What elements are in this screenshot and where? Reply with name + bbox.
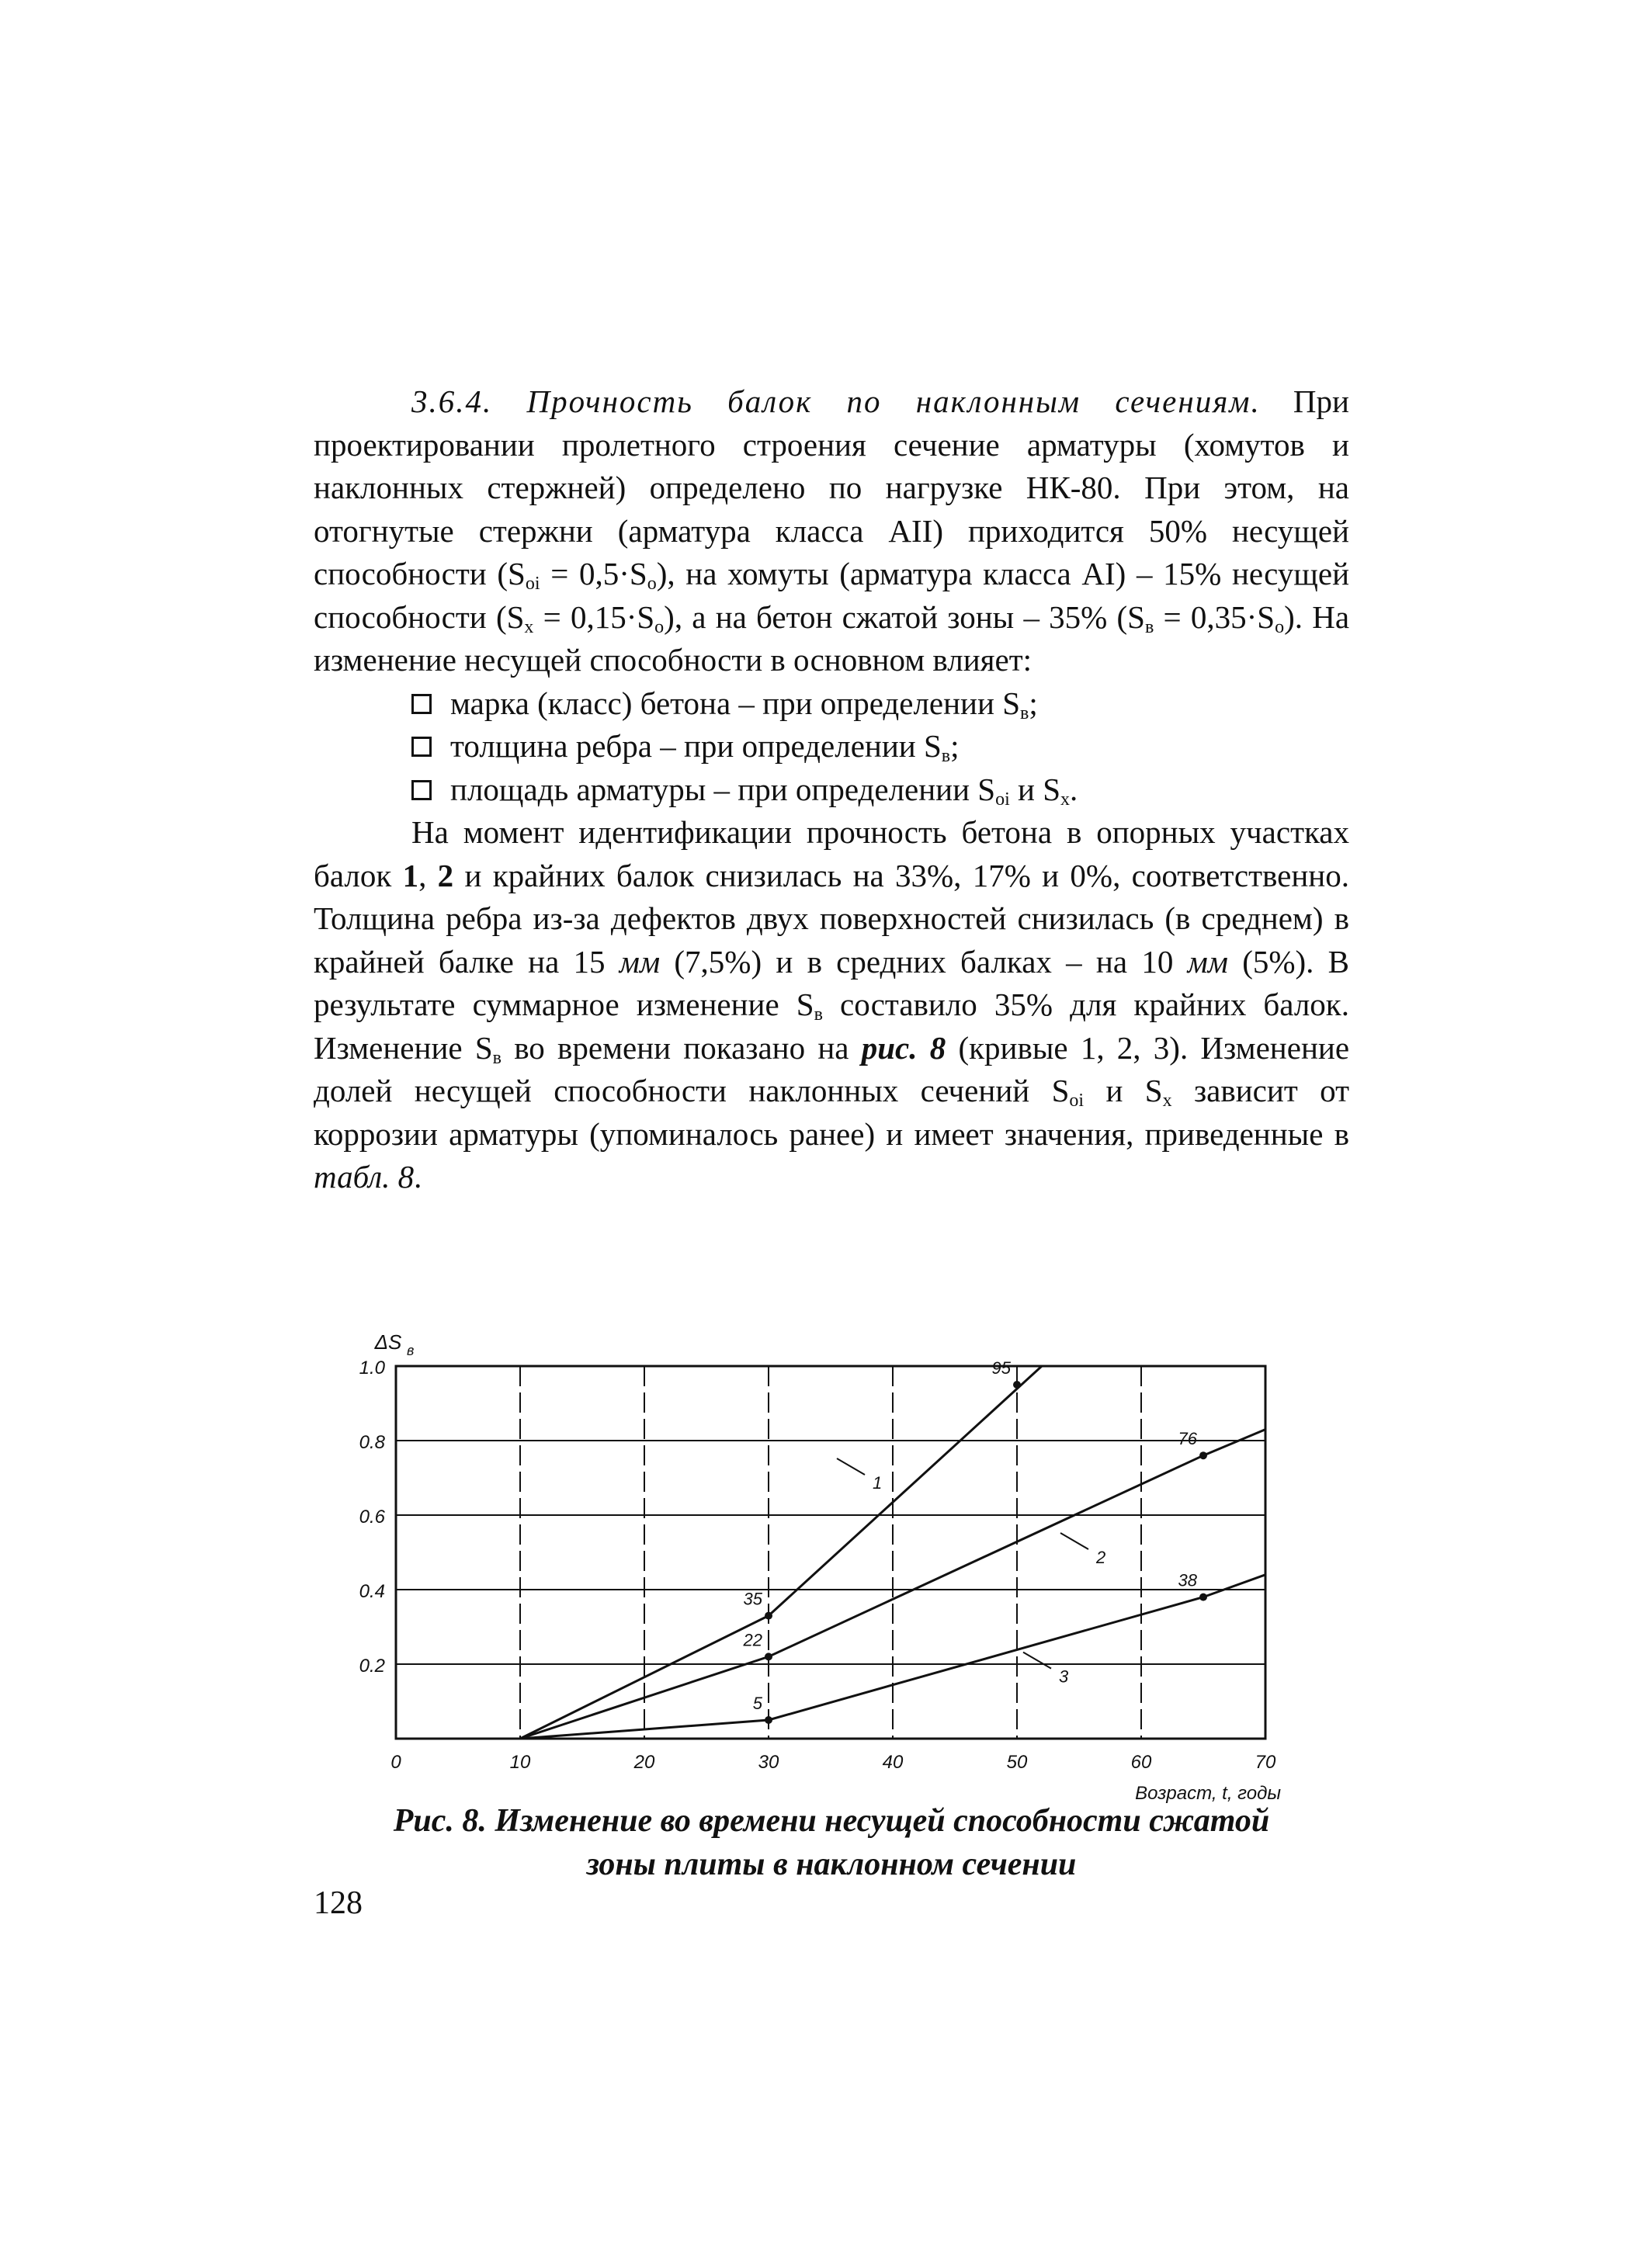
data-point [1199, 1593, 1207, 1601]
page-number: 128 [314, 1885, 363, 1921]
caption-line-1: Рис. 8. Изменение во времени несущей способности сжатой [393, 1803, 1270, 1839]
series-leader-line [837, 1458, 865, 1475]
series-label: 3 [1059, 1666, 1069, 1687]
chart-svg [342, 1320, 1351, 1816]
section-paragraph: 3.6.4. Прочность балок по наклонным сечениям. При проектировании пролетного строения сечение арматуры (хомутов и наклонных стержней) определено по нагрузке НК-80. При этом, на отогнутые стержни (арматура класса АII) приходится 50% несущей способности $(S_{oi} = 0,5\cdot S_o)$, на хомуты (арматура класса AI) – 15% несущей способности $(S_x = 0,15\cdot S_o)$, а на бетон сжатой зоны – 35% $(S_в = 0,35\cdot S_o)$. На изменение несущей способности в основном влияет: [314, 383, 1350, 678]
caption-line-2: зоны плиты в наклонном сечении [586, 1847, 1077, 1882]
series-leader-line [1023, 1652, 1051, 1669]
figure-8-chart [342, 1320, 1351, 1816]
data-point [765, 1652, 772, 1660]
x-tick-label: 50 [1006, 1752, 1028, 1773]
data-label: 95 [991, 1358, 1011, 1378]
data-point [765, 1612, 772, 1620]
checkbox-bullet-icon [411, 694, 432, 714]
figure-reference: рис. 8 [861, 1029, 946, 1066]
data-point [1013, 1381, 1021, 1389]
y-tick-label: 0.6 [359, 1507, 385, 1528]
y-tick-label: 0.8 [359, 1432, 385, 1453]
series-label: 1 [873, 1473, 883, 1493]
y-axis-label: ΔS [374, 1330, 402, 1354]
x-tick-label: 70 [1255, 1752, 1276, 1773]
y-tick-label: 0.4 [359, 1581, 385, 1602]
y-tick-label: 0.2 [359, 1656, 385, 1677]
series-label: 2 [1096, 1548, 1106, 1567]
x-tick-label: 40 [882, 1752, 904, 1773]
x-axis-label: Возраст, t, годы [1135, 1783, 1281, 1804]
results-paragraph: На момент идентификации прочность бетона в опорных участках балок 1, 2 и крайних балок снизилась на 33%, 17% и 0%, соответственно. Толщина ребра из-за дефектов двух поверхностей снизилась (в среднем) в крайней балке на 15 мм (7,5%) и в средних балках – на 10 мм (5%). В результате суммарное изменение $S_в$ составило 35% для крайних балок. Изменение $S_в$ во времени показано на рис. 8 (кривые 1, 2, 3). Изменение долей несущей способности наклонных сечений $S_{oi}$ и $S_x$ зависит от коррозии арматуры (упоминалось ранее) и имеет значения, приведенные в табл. 8. [314, 814, 1350, 1195]
data-label: 22 [743, 1630, 762, 1650]
data-label: 35 [743, 1589, 762, 1609]
x-tick-label: 20 [633, 1752, 655, 1773]
checkbox-bullet-icon [411, 737, 432, 757]
x-tick-label: 10 [509, 1752, 531, 1773]
data-point [1199, 1451, 1207, 1459]
factor-list [314, 682, 1349, 812]
data-label: 38 [1178, 1570, 1197, 1590]
list-item: толщина ребра – при определении $S_в$; [314, 725, 1349, 768]
data-point [765, 1716, 772, 1724]
table-reference: табл. 8 [314, 1159, 415, 1195]
x-tick-label: 60 [1130, 1752, 1152, 1773]
data-label: 5 [752, 1694, 762, 1713]
list-item: площадь арматуры – при определении $S_{oi}$ и $S_x$. [314, 768, 1349, 812]
section-heading: 3.6.4. Прочность балок по наклонным сечениям. [411, 383, 1261, 419]
y-tick-label: 1.0 [359, 1358, 385, 1378]
x-tick-label: 0 [390, 1752, 401, 1773]
body-text [314, 380, 1349, 1199]
list-item: марка (класс) бетона – при определении $S_в$; [314, 682, 1349, 726]
figure-caption [314, 1799, 1349, 1886]
x-tick-label: 30 [758, 1752, 779, 1773]
series-line-1 [520, 1366, 1042, 1739]
data-label: 76 [1178, 1429, 1197, 1449]
y-axis-label-subscript: в [407, 1343, 415, 1358]
series-leader-line [1060, 1533, 1088, 1549]
plot-frame [396, 1366, 1265, 1739]
checkbox-bullet-icon [411, 780, 432, 800]
